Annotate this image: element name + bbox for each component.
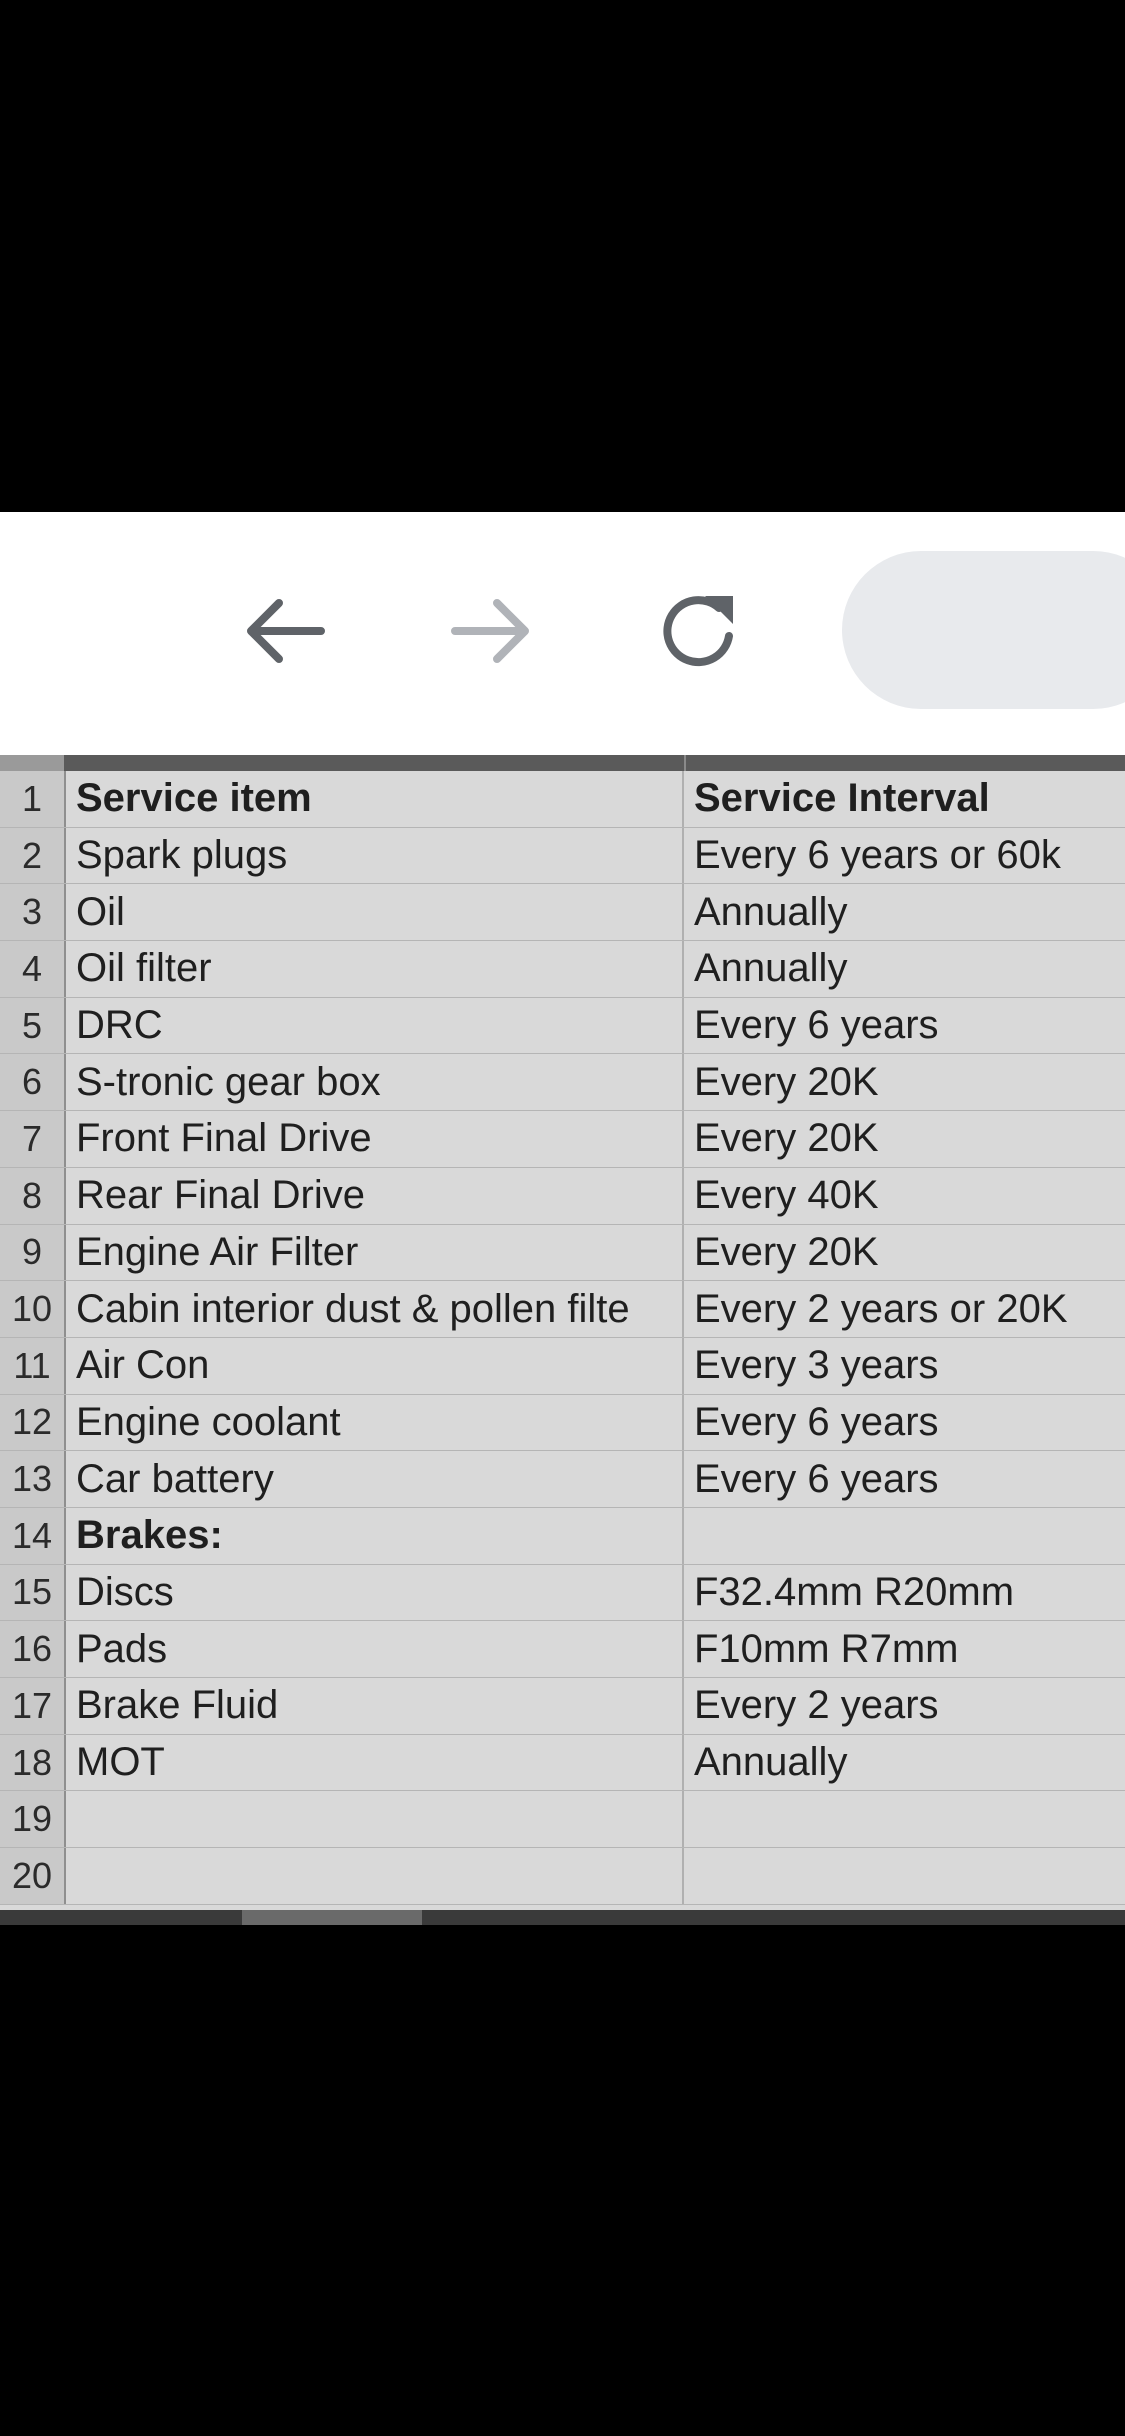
row-number: 16 <box>0 1621 66 1677</box>
cell-service-item: Cabin interior dust & pollen filte <box>70 1281 684 1337</box>
table-row <box>0 1735 1125 1792</box>
table-row <box>0 941 1125 998</box>
table-row <box>0 1848 1125 1905</box>
cell-service-interval: F32.4mm R20mm <box>694 1569 1015 1614</box>
table-row <box>0 1508 1125 1565</box>
table-row <box>0 1678 1125 1735</box>
cell-service-item: Brakes: <box>70 1508 684 1564</box>
cell-service-interval: Every 20K <box>694 1229 879 1274</box>
cell-service-item: Oil <box>70 884 684 940</box>
cell-service-item: Car battery <box>70 1451 684 1507</box>
cell-service-interval: Every 2 years <box>694 1683 939 1728</box>
cell-service-item: Spark plugs <box>70 828 684 884</box>
back-button[interactable] <box>224 571 344 691</box>
cell-service-interval: Annually <box>694 889 848 934</box>
cell-service-item: S-tronic gear box <box>70 1054 684 1110</box>
cell-service-interval <box>686 1508 1125 1564</box>
row-number: 11 <box>0 1338 66 1394</box>
row-number: 13 <box>0 1451 66 1507</box>
cell-service-interval: Every 6 years <box>694 1456 939 1501</box>
cell-service-interval: Every 6 years or 60k <box>694 833 1061 878</box>
row-number: 9 <box>0 1225 66 1281</box>
reload-icon <box>655 586 745 676</box>
column-separator <box>684 755 686 771</box>
select-all-corner <box>0 755 64 771</box>
arrow-right-icon <box>447 591 537 671</box>
table-row <box>0 1281 1125 1338</box>
row-number: 3 <box>0 884 66 940</box>
table-row <box>0 1338 1125 1395</box>
row-number: 4 <box>0 941 66 997</box>
cell-service-item: Discs <box>70 1565 684 1621</box>
row-number: 8 <box>0 1168 66 1224</box>
table-row <box>0 1168 1125 1225</box>
table-row <box>0 771 1125 828</box>
cell-service-item: Air Con <box>70 1338 684 1394</box>
cell-service-interval: Every 6 years <box>694 1003 939 1048</box>
sheet-tab <box>242 1910 422 1925</box>
cell-service-interval: Annually <box>694 1740 848 1785</box>
cell-service-item: Service item <box>70 771 684 827</box>
row-number: 20 <box>0 1848 66 1904</box>
cell-service-interval <box>686 1848 1125 1904</box>
cell-service-item: Pads <box>70 1621 684 1677</box>
address-bar[interactable] <box>842 551 1125 709</box>
cell-service-item <box>70 1791 684 1847</box>
cell-service-item: Brake Fluid <box>70 1678 684 1734</box>
cell-service-item: MOT <box>70 1735 684 1791</box>
cell-service-interval: Every 40K <box>694 1173 879 1218</box>
row-number: 19 <box>0 1791 66 1847</box>
row-number: 17 <box>0 1678 66 1734</box>
table-row <box>0 1791 1125 1848</box>
cell-service-interval: Service Interval <box>694 776 990 821</box>
row-number: 12 <box>0 1395 66 1451</box>
sheet-rows <box>0 771 1125 1905</box>
table-row <box>0 1111 1125 1168</box>
row-number: 15 <box>0 1565 66 1621</box>
table-row <box>0 1225 1125 1282</box>
cell-service-item: Engine coolant <box>70 1395 684 1451</box>
row-number: 5 <box>0 998 66 1054</box>
cell-service-item: Rear Final Drive <box>70 1168 684 1224</box>
row-number: 10 <box>0 1281 66 1337</box>
table-row <box>0 1621 1125 1678</box>
table-row <box>0 1054 1125 1111</box>
table-row <box>0 998 1125 1055</box>
cell-service-interval: Every 20K <box>694 1059 879 1104</box>
cell-service-item: DRC <box>70 998 684 1054</box>
cell-service-interval: Every 3 years <box>694 1343 939 1388</box>
table-row <box>0 1451 1125 1508</box>
row-number: 7 <box>0 1111 66 1167</box>
cell-service-item <box>70 1848 684 1904</box>
cell-service-interval: Annually <box>694 946 848 991</box>
status-area <box>0 0 1125 512</box>
row-number: 2 <box>0 828 66 884</box>
cell-service-interval: Every 20K <box>694 1116 879 1161</box>
table-row <box>0 1565 1125 1622</box>
cell-service-interval: Every 2 years or 20K <box>694 1286 1068 1331</box>
arrow-left-icon <box>239 591 329 671</box>
table-row <box>0 828 1125 885</box>
cell-service-interval <box>686 1791 1125 1847</box>
table-row <box>0 1395 1125 1452</box>
bottom-area <box>0 1925 1125 2436</box>
cell-service-item: Oil filter <box>70 941 684 997</box>
cell-service-item: Front Final Drive <box>70 1111 684 1167</box>
table-row <box>0 884 1125 941</box>
cell-service-item: Engine Air Filter <box>70 1225 684 1281</box>
cell-service-interval: F10mm R7mm <box>694 1626 959 1671</box>
row-number: 1 <box>0 771 66 827</box>
forward-button[interactable] <box>432 571 552 691</box>
row-number: 6 <box>0 1054 66 1110</box>
column-header-strip <box>0 755 1125 771</box>
sheet-tab-bar <box>0 1910 1125 1925</box>
reload-button[interactable] <box>640 571 760 691</box>
spreadsheet-photo <box>0 755 1125 1925</box>
row-number: 14 <box>0 1508 66 1564</box>
cell-service-interval: Every 6 years <box>694 1399 939 1444</box>
row-number: 18 <box>0 1735 66 1791</box>
